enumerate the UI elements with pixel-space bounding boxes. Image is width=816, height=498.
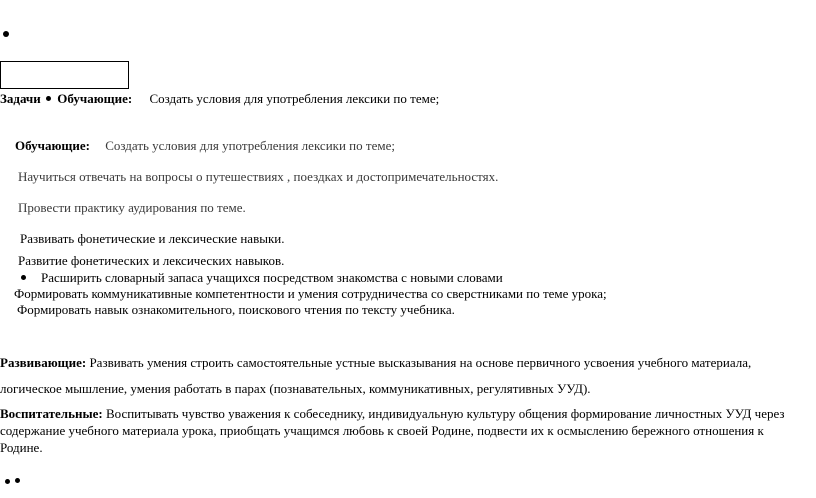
bullet-dot-icon — [15, 478, 20, 483]
developing-line — [0, 355, 751, 371]
developing-text: Развивать умения строить самостоятельные устные высказывания на основе первичного усвоения учебного материала, — [89, 355, 752, 370]
teaching-line — [15, 138, 395, 154]
goals-teaching-label: Обучающие: — [57, 91, 133, 106]
developing-label: Развивающие: — [0, 355, 87, 370]
bullet-dot-icon — [3, 31, 9, 37]
developing-text-cont: логическое мышление, умения работать в парах (познавательных, коммуникативных, регулятивных УУД). — [0, 381, 591, 396]
goals-teaching-text: Создать условия для употребления лексики по теме; — [149, 91, 440, 106]
teaching-item: Создать условия для употребления лексики по теме; — [105, 138, 395, 153]
teaching-item: Расширить словарный запаса учащихся посредством знакомства с новыми словами — [41, 270, 503, 285]
bullet-dot-icon — [46, 96, 51, 101]
educational-label: Воспитательные: — [0, 406, 103, 421]
teaching-item: Формировать навык ознакомительного, поискового чтения по тексту учебника. — [17, 302, 455, 317]
bullet-dot-icon — [5, 479, 10, 484]
goals-line — [0, 91, 439, 107]
goals-label: Задачи — [0, 91, 41, 106]
teaching-item: Научиться отвечать на вопросы о путешествиях , поездках и достопримечательностях. — [18, 169, 499, 184]
teaching-item: Провести практику аудирования по теме. — [18, 200, 246, 215]
list-bullet-icon — [21, 275, 26, 280]
educational-text: Воспитывать чувство уважения к собеседнику, индивидуальную культуру общения формирование личностных УУД через содержание учебного материала урока, приобщать учащимся любовь к своей Родине, подвести их к осмыслению бережного отношения к Родине. — [0, 406, 785, 455]
educational-paragraph — [0, 405, 790, 456]
teaching-item: Развитие фонетических и лексических навыков. — [18, 253, 285, 268]
empty-frame — [0, 61, 129, 89]
teaching-item: Развивать фонетические и лексические навыки. — [20, 231, 285, 246]
teaching-label: Обучающие: — [15, 138, 90, 153]
teaching-item: Формировать коммуникативные компетентности и умения сотрудничества со сверстниками по теме урока; — [14, 286, 607, 301]
